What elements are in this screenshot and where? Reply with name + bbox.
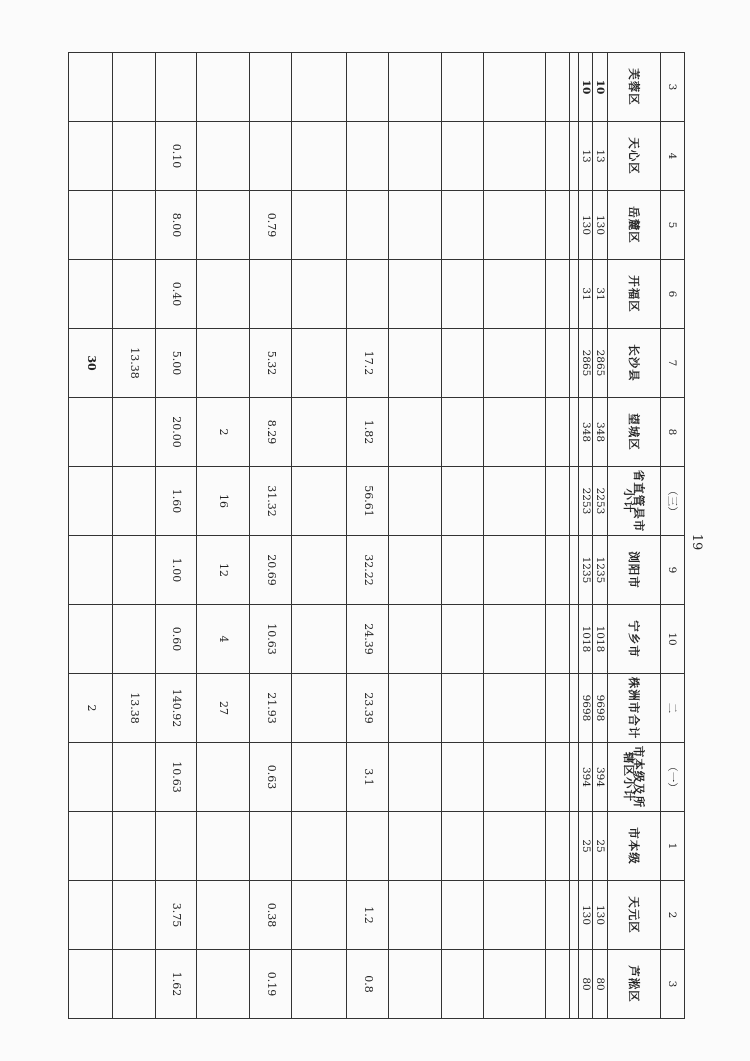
subtotal-row bbox=[579, 53, 593, 1019]
table-cell: 80 bbox=[593, 950, 607, 1019]
table-cell bbox=[292, 191, 347, 260]
table-cell: 20.69 bbox=[250, 536, 292, 605]
table-cell: 9 bbox=[660, 536, 684, 605]
column-header: 宁乡市 bbox=[607, 605, 660, 674]
spacer-row bbox=[570, 53, 579, 1019]
table-cell bbox=[69, 260, 113, 329]
table-cell bbox=[570, 950, 579, 1019]
table-cell: 4 bbox=[197, 605, 250, 674]
table-cell bbox=[250, 53, 292, 122]
table-cell: 3.1 bbox=[347, 743, 389, 812]
table-cell: 1.60 bbox=[156, 467, 197, 536]
table-cell bbox=[292, 812, 347, 881]
table-cell bbox=[347, 812, 389, 881]
table-cell: 1 bbox=[660, 812, 684, 881]
column-header: 株洲市合计 bbox=[607, 674, 660, 743]
table-row bbox=[69, 53, 113, 1019]
table-cell: 25 bbox=[593, 812, 607, 881]
table-cell: 16 bbox=[197, 467, 250, 536]
table-cell: 130 bbox=[593, 191, 607, 260]
column-header: 开福区 bbox=[607, 260, 660, 329]
table-cell: 二 bbox=[660, 674, 684, 743]
table-cell bbox=[570, 605, 579, 674]
table-cell bbox=[250, 260, 292, 329]
table-cell bbox=[442, 53, 484, 122]
table-cell bbox=[197, 53, 250, 122]
table-cell bbox=[197, 122, 250, 191]
table-cell: 2253 bbox=[579, 467, 593, 536]
table-cell: 10.63 bbox=[156, 743, 197, 812]
table-cell bbox=[442, 260, 484, 329]
table-cell bbox=[545, 605, 569, 674]
table-cell bbox=[545, 260, 569, 329]
table-row bbox=[484, 53, 546, 1019]
table-cell bbox=[389, 260, 442, 329]
table-cell bbox=[484, 950, 546, 1019]
table-cell bbox=[570, 812, 579, 881]
table-cell bbox=[292, 743, 347, 812]
table-cell: 3 bbox=[660, 53, 684, 122]
table-cell bbox=[292, 53, 347, 122]
table-cell bbox=[570, 122, 579, 191]
table-cell: 130 bbox=[579, 881, 593, 950]
table-cell bbox=[197, 743, 250, 812]
table-cell bbox=[545, 53, 569, 122]
table-cell bbox=[484, 605, 546, 674]
table-cell: 32.22 bbox=[347, 536, 389, 605]
table-cell: 5 bbox=[660, 191, 684, 260]
table-cell: 0.79 bbox=[250, 191, 292, 260]
table-cell bbox=[484, 674, 546, 743]
table-cell bbox=[113, 122, 156, 191]
column-header: 望城区 bbox=[607, 398, 660, 467]
total-row bbox=[593, 53, 607, 1019]
table-cell bbox=[292, 881, 347, 950]
table-cell bbox=[442, 881, 484, 950]
table-cell bbox=[69, 467, 113, 536]
table-cell: 5.32 bbox=[250, 329, 292, 398]
column-header: 市本级 bbox=[607, 812, 660, 881]
table-cell: 10 bbox=[579, 53, 593, 122]
table-cell bbox=[570, 53, 579, 122]
table-cell bbox=[389, 191, 442, 260]
table-cell: （三） bbox=[660, 467, 684, 536]
table-frame bbox=[68, 52, 685, 1019]
table-cell: 1.00 bbox=[156, 536, 197, 605]
table-cell bbox=[389, 674, 442, 743]
table-cell bbox=[442, 674, 484, 743]
table-cell bbox=[389, 329, 442, 398]
table-cell: 0.63 bbox=[250, 743, 292, 812]
table-cell bbox=[442, 812, 484, 881]
table-cell bbox=[484, 260, 546, 329]
table-cell: 5.00 bbox=[156, 329, 197, 398]
table-row bbox=[156, 53, 197, 1019]
page-number: 19 bbox=[689, 533, 704, 551]
table-cell bbox=[197, 881, 250, 950]
table-cell bbox=[292, 674, 347, 743]
column-header: 天心区 bbox=[607, 122, 660, 191]
column-header: 芦淞区 bbox=[607, 950, 660, 1019]
table-cell bbox=[545, 743, 569, 812]
table-cell: 23.39 bbox=[347, 674, 389, 743]
table-cell bbox=[442, 605, 484, 674]
table-cell: 1235 bbox=[579, 536, 593, 605]
table-cell bbox=[442, 398, 484, 467]
table-cell: 6 bbox=[660, 260, 684, 329]
table-cell bbox=[484, 122, 546, 191]
table-cell bbox=[292, 536, 347, 605]
table-cell: 2 bbox=[69, 674, 113, 743]
table-cell: 348 bbox=[579, 398, 593, 467]
table-cell bbox=[389, 536, 442, 605]
table-cell: 130 bbox=[593, 881, 607, 950]
column-header: 省直管县市小计 bbox=[607, 467, 660, 536]
table-cell: 31 bbox=[593, 260, 607, 329]
table-row bbox=[389, 53, 442, 1019]
table-cell: （一） bbox=[660, 743, 684, 812]
table-cell bbox=[570, 191, 579, 260]
table-cell: 0.60 bbox=[156, 605, 197, 674]
table-cell bbox=[250, 812, 292, 881]
table-cell bbox=[113, 191, 156, 260]
table-cell bbox=[545, 674, 569, 743]
table-cell bbox=[113, 53, 156, 122]
column-header: 芙蓉区 bbox=[607, 53, 660, 122]
table-cell: 9698 bbox=[579, 674, 593, 743]
table-cell bbox=[69, 536, 113, 605]
table-cell bbox=[113, 536, 156, 605]
rotated-table bbox=[68, 52, 685, 1019]
table-cell: 2865 bbox=[593, 329, 607, 398]
table-cell bbox=[545, 191, 569, 260]
table-row bbox=[545, 53, 569, 1019]
table-cell: 31.32 bbox=[250, 467, 292, 536]
table-cell: 31 bbox=[579, 260, 593, 329]
table-cell: 2 bbox=[197, 398, 250, 467]
table-cell: 9698 bbox=[593, 674, 607, 743]
table-cell bbox=[570, 674, 579, 743]
table-cell bbox=[442, 467, 484, 536]
table-cell: 13.38 bbox=[113, 329, 156, 398]
table-row bbox=[347, 53, 389, 1019]
table-cell bbox=[570, 881, 579, 950]
table-cell bbox=[113, 812, 156, 881]
table-cell bbox=[389, 812, 442, 881]
table-cell bbox=[442, 536, 484, 605]
table-cell bbox=[484, 881, 546, 950]
table-cell bbox=[545, 467, 569, 536]
table-cell: 1018 bbox=[579, 605, 593, 674]
table-cell: 348 bbox=[593, 398, 607, 467]
table-cell: 2253 bbox=[593, 467, 607, 536]
table-cell: 3 bbox=[660, 950, 684, 1019]
table-cell bbox=[442, 743, 484, 812]
table-cell bbox=[484, 191, 546, 260]
table-cell bbox=[570, 467, 579, 536]
table-cell: 1.2 bbox=[347, 881, 389, 950]
table-cell bbox=[292, 605, 347, 674]
table-cell: 8 bbox=[660, 398, 684, 467]
table-cell bbox=[69, 605, 113, 674]
table-cell: 25 bbox=[579, 812, 593, 881]
table-cell bbox=[545, 122, 569, 191]
column-header: 长沙县 bbox=[607, 329, 660, 398]
table-cell: 394 bbox=[593, 743, 607, 812]
table-cell: 13 bbox=[579, 122, 593, 191]
table-cell: 394 bbox=[579, 743, 593, 812]
table-cell bbox=[484, 467, 546, 536]
table-cell bbox=[484, 398, 546, 467]
table-cell bbox=[389, 398, 442, 467]
table-cell: 140.92 bbox=[156, 674, 197, 743]
column-header: 天元区 bbox=[607, 881, 660, 950]
table-cell bbox=[389, 467, 442, 536]
table-cell bbox=[442, 191, 484, 260]
table-cell bbox=[292, 398, 347, 467]
table-cell: 27 bbox=[197, 674, 250, 743]
table-cell bbox=[113, 605, 156, 674]
table-cell: 8.00 bbox=[156, 191, 197, 260]
table-row bbox=[113, 53, 156, 1019]
column-header: 岳麓区 bbox=[607, 191, 660, 260]
table-cell: 0.8 bbox=[347, 950, 389, 1019]
table-cell bbox=[484, 329, 546, 398]
table-cell bbox=[250, 122, 292, 191]
table-cell bbox=[156, 53, 197, 122]
table-cell bbox=[389, 881, 442, 950]
column-header: 浏阳市 bbox=[607, 536, 660, 605]
table-cell bbox=[113, 950, 156, 1019]
table-cell: 24.39 bbox=[347, 605, 389, 674]
table-cell bbox=[292, 467, 347, 536]
table-cell bbox=[113, 467, 156, 536]
table-cell bbox=[484, 812, 546, 881]
table-cell bbox=[484, 743, 546, 812]
table-cell bbox=[570, 536, 579, 605]
header-name-row bbox=[607, 53, 660, 1019]
table-cell bbox=[545, 536, 569, 605]
table-cell bbox=[69, 812, 113, 881]
table-cell bbox=[545, 398, 569, 467]
table-cell bbox=[69, 881, 113, 950]
table-cell bbox=[484, 536, 546, 605]
table-cell bbox=[197, 191, 250, 260]
table-cell: 1235 bbox=[593, 536, 607, 605]
table-cell bbox=[570, 260, 579, 329]
table-cell bbox=[292, 329, 347, 398]
table-cell bbox=[113, 260, 156, 329]
table-row bbox=[197, 53, 250, 1019]
table-cell bbox=[113, 881, 156, 950]
table-cell: 3.75 bbox=[156, 881, 197, 950]
table-cell bbox=[570, 329, 579, 398]
table-cell bbox=[389, 53, 442, 122]
table-cell: 56.61 bbox=[347, 467, 389, 536]
table-cell: 17.2 bbox=[347, 329, 389, 398]
table-cell bbox=[69, 53, 113, 122]
table-cell bbox=[197, 812, 250, 881]
table-cell bbox=[545, 881, 569, 950]
table-cell bbox=[545, 812, 569, 881]
table-cell bbox=[69, 743, 113, 812]
table-cell: 21.93 bbox=[250, 674, 292, 743]
table-cell bbox=[69, 950, 113, 1019]
table-cell bbox=[347, 191, 389, 260]
table-cell bbox=[545, 329, 569, 398]
table-row bbox=[250, 53, 292, 1019]
table-cell bbox=[113, 743, 156, 812]
table-cell: 1018 bbox=[593, 605, 607, 674]
table-cell: 10 bbox=[660, 605, 684, 674]
table-cell: 1.62 bbox=[156, 950, 197, 1019]
table-cell bbox=[442, 329, 484, 398]
table-cell bbox=[545, 950, 569, 1019]
table-cell bbox=[197, 950, 250, 1019]
table-cell bbox=[347, 260, 389, 329]
table-cell bbox=[389, 122, 442, 191]
table-cell: 13.38 bbox=[113, 674, 156, 743]
column-header: 市本级及所辖区小计 bbox=[607, 743, 660, 812]
table-cell: 12 bbox=[197, 536, 250, 605]
table-cell: 4 bbox=[660, 122, 684, 191]
table-cell: 0.19 bbox=[250, 950, 292, 1019]
table-cell: 7 bbox=[660, 329, 684, 398]
table-cell bbox=[292, 260, 347, 329]
table-row bbox=[442, 53, 484, 1019]
table-cell bbox=[347, 122, 389, 191]
table-cell bbox=[292, 122, 347, 191]
table-row bbox=[292, 53, 347, 1019]
table-cell: 10.63 bbox=[250, 605, 292, 674]
table-cell bbox=[292, 950, 347, 1019]
table-cell bbox=[197, 260, 250, 329]
table-cell bbox=[347, 53, 389, 122]
table-cell bbox=[156, 812, 197, 881]
table-cell: 0.38 bbox=[250, 881, 292, 950]
data-table bbox=[68, 52, 685, 1019]
table-cell: 0.10 bbox=[156, 122, 197, 191]
table-cell bbox=[197, 329, 250, 398]
table-cell bbox=[442, 950, 484, 1019]
table-cell bbox=[389, 605, 442, 674]
table-cell: 10 bbox=[593, 53, 607, 122]
table-cell: 2865 bbox=[579, 329, 593, 398]
table-cell: 20.00 bbox=[156, 398, 197, 467]
table-cell bbox=[69, 122, 113, 191]
table-cell bbox=[570, 743, 579, 812]
table-cell bbox=[69, 191, 113, 260]
table-cell bbox=[389, 743, 442, 812]
table-cell bbox=[442, 122, 484, 191]
table-cell: 2 bbox=[660, 881, 684, 950]
table-cell: 130 bbox=[579, 191, 593, 260]
table-cell bbox=[570, 398, 579, 467]
table-cell bbox=[484, 53, 546, 122]
table-cell: 30 bbox=[69, 329, 113, 398]
header-number-row bbox=[660, 53, 684, 1019]
table-cell: 1.82 bbox=[347, 398, 389, 467]
table-cell bbox=[389, 950, 442, 1019]
table-cell: 80 bbox=[579, 950, 593, 1019]
table-cell: 8.29 bbox=[250, 398, 292, 467]
table-cell: 0.40 bbox=[156, 260, 197, 329]
table-cell bbox=[69, 398, 113, 467]
table-cell: 13 bbox=[593, 122, 607, 191]
table-cell bbox=[113, 398, 156, 467]
